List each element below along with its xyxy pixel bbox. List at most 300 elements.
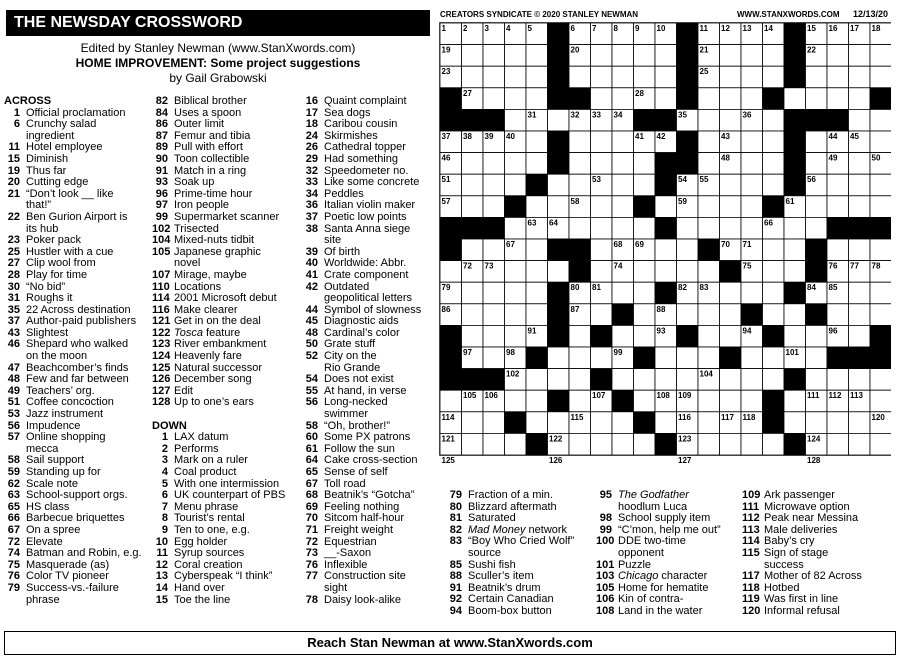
grid-cell[interactable]	[569, 325, 591, 347]
grid-cell[interactable]	[483, 412, 505, 434]
cell-number: 114	[441, 412, 455, 422]
grid-cell[interactable]	[741, 282, 763, 304]
grid-cell[interactable]	[591, 347, 613, 369]
clue-item	[4, 177, 152, 189]
grid-cell[interactable]	[849, 45, 871, 67]
grid-cell[interactable]	[634, 66, 656, 88]
grid-cell[interactable]	[612, 282, 634, 304]
grid-cell[interactable]	[763, 282, 785, 304]
grid-cell[interactable]	[612, 153, 634, 175]
cell-number: 32	[570, 110, 580, 120]
clue-text: Online shopping	[26, 431, 106, 444]
grid-cell[interactable]	[677, 217, 699, 239]
puzzle-date: 12/13/20	[853, 9, 889, 19]
clue-number: 116	[152, 303, 170, 316]
grid-cell[interactable]	[720, 304, 742, 326]
grid-cell[interactable]	[784, 325, 806, 347]
grid-cell[interactable]	[870, 66, 891, 88]
grid-cell[interactable]	[849, 153, 871, 175]
grid-cell[interactable]	[763, 304, 785, 326]
grid-cell[interactable]	[849, 109, 871, 131]
grid-cell[interactable]	[806, 66, 828, 88]
grid-cell[interactable]	[483, 88, 505, 110]
grid-cell[interactable]	[720, 66, 742, 88]
grid-cell[interactable]	[720, 196, 742, 218]
grid-cell[interactable]	[526, 390, 548, 412]
grid-cell[interactable]	[827, 196, 849, 218]
grid-cell[interactable]	[505, 109, 527, 131]
grid-cell[interactable]	[763, 153, 785, 175]
grid-cell[interactable]	[849, 369, 871, 391]
grid-cell[interactable]	[591, 239, 613, 261]
grid-cell[interactable]	[634, 45, 656, 67]
grid-cell[interactable]	[677, 347, 699, 369]
clue-text: Speedometer no.	[324, 164, 409, 177]
grid-cell[interactable]	[612, 88, 634, 110]
grid-cell[interactable]	[763, 261, 785, 283]
grid-cell[interactable]	[870, 174, 891, 196]
grid-cell[interactable]	[698, 88, 720, 110]
grid-cell[interactable]	[612, 433, 634, 455]
clue-number: 109	[742, 489, 761, 501]
grid-cell[interactable]	[741, 45, 763, 67]
grid-cell[interactable]	[698, 261, 720, 283]
grid-cell[interactable]	[483, 196, 505, 218]
grid-block	[462, 369, 484, 391]
grid-cell[interactable]	[612, 174, 634, 196]
grid-cell[interactable]	[634, 325, 656, 347]
grid-block	[870, 347, 891, 369]
grid-cell[interactable]	[634, 174, 656, 196]
grid-cell[interactable]	[849, 325, 871, 347]
cell-number: 5	[527, 24, 532, 33]
grid-cell[interactable]	[483, 239, 505, 261]
clue-text: 22 Across destination	[26, 303, 131, 316]
grid-cell[interactable]	[806, 88, 828, 110]
grid-cell[interactable]	[870, 390, 891, 412]
grid-cell[interactable]	[591, 45, 613, 67]
grid-cell[interactable]	[591, 412, 613, 434]
grid-cell[interactable]	[849, 239, 871, 261]
grid-cell[interactable]	[526, 131, 548, 153]
grid-cell[interactable]	[612, 369, 634, 391]
grid-cell[interactable]	[634, 369, 656, 391]
grid-cell[interactable]	[483, 45, 505, 67]
clue-text: Microwave option	[764, 500, 850, 513]
grid-cell[interactable]	[720, 369, 742, 391]
clue-text: Long-necked	[324, 396, 388, 409]
clue-number: 6	[161, 489, 168, 502]
grid-cell[interactable]	[870, 304, 891, 326]
grid-cell[interactable]	[548, 347, 570, 369]
grid-cell[interactable]	[483, 153, 505, 175]
crossword-grid[interactable]	[439, 22, 891, 476]
clue-item	[152, 548, 302, 560]
grid-cell[interactable]	[698, 109, 720, 131]
grid-cell[interactable]	[505, 45, 527, 67]
grid-cell[interactable]	[806, 153, 828, 175]
grid-cell[interactable]	[548, 109, 570, 131]
grid-cell[interactable]	[806, 217, 828, 239]
clue-number: 79	[7, 581, 20, 594]
grid-block	[677, 45, 699, 67]
grid-cell[interactable]	[698, 153, 720, 175]
grid-cell[interactable]	[505, 304, 527, 326]
grid-cell[interactable]	[870, 196, 891, 218]
grid-cell[interactable]	[741, 196, 763, 218]
grid-cell[interactable]	[526, 88, 548, 110]
grid-cell[interactable]	[698, 325, 720, 347]
grid-cell[interactable]	[720, 174, 742, 196]
grid-cell[interactable]	[462, 304, 484, 326]
grid-cell[interactable]	[806, 412, 828, 434]
grid-cell[interactable]	[806, 196, 828, 218]
grid-cell[interactable]	[763, 239, 785, 261]
grid-block	[677, 23, 699, 45]
grid-cell[interactable]	[569, 369, 591, 391]
grid-cell[interactable]	[591, 153, 613, 175]
grid-cell[interactable]	[741, 369, 763, 391]
grid-cell[interactable]	[870, 109, 891, 131]
clue-number: 3	[161, 454, 168, 467]
cell-number: 15	[807, 24, 816, 33]
grid-cell[interactable]	[720, 88, 742, 110]
grid-cell[interactable]	[526, 304, 548, 326]
grid-cell[interactable]	[569, 217, 591, 239]
cell-number: 59	[678, 196, 687, 206]
grid-cell[interactable]	[698, 131, 720, 153]
grid-cell[interactable]	[483, 282, 505, 304]
clue-item	[302, 525, 438, 537]
grid-cell[interactable]	[612, 45, 634, 67]
grid-cell[interactable]	[827, 174, 849, 196]
clue-number: 67	[305, 477, 318, 490]
grid-cell[interactable]	[526, 261, 548, 283]
grid-cell[interactable]	[569, 174, 591, 196]
clue-text: The Godfather	[618, 489, 689, 501]
grid-cell[interactable]	[870, 239, 891, 261]
grid-cell[interactable]	[483, 325, 505, 347]
grid-cell[interactable]	[526, 45, 548, 67]
clue-text: Like some concrete	[324, 176, 420, 189]
grid-cell[interactable]	[849, 433, 871, 455]
grid-cell[interactable]	[849, 174, 871, 196]
grid-cell[interactable]	[526, 282, 548, 304]
grid-cell[interactable]	[763, 66, 785, 88]
grid-cell[interactable]	[741, 347, 763, 369]
grid-cell[interactable]	[827, 45, 849, 67]
grid-cell[interactable]	[612, 412, 634, 434]
grid-cell[interactable]	[720, 109, 742, 131]
grid-cell[interactable]	[698, 347, 720, 369]
clue-text: Of birth	[324, 245, 361, 258]
grid-cell[interactable]	[784, 217, 806, 239]
grid-cell[interactable]	[483, 174, 505, 196]
grid-cell[interactable]	[698, 390, 720, 412]
grid-cell[interactable]	[634, 390, 656, 412]
grid-cell[interactable]	[806, 347, 828, 369]
grid-cell[interactable]	[634, 282, 656, 304]
grid-cell[interactable]	[505, 261, 527, 283]
grid-cell[interactable]	[526, 369, 548, 391]
grid-cell[interactable]	[548, 174, 570, 196]
grid-cell[interactable]	[870, 433, 891, 455]
grid-cell[interactable]	[763, 433, 785, 455]
clue-number: 79	[449, 489, 462, 501]
grid-cell[interactable]	[526, 196, 548, 218]
clue-number: 47	[7, 361, 20, 374]
clue-number: 43	[7, 326, 20, 339]
grid-cell[interactable]	[849, 304, 871, 326]
grid-cell[interactable]	[505, 66, 527, 88]
cell-number: 78	[871, 261, 881, 271]
grid-cell[interactable]	[741, 66, 763, 88]
grid-cell[interactable]	[677, 369, 699, 391]
cell-number: 33	[592, 110, 601, 120]
cell-number: 10	[656, 24, 666, 33]
grid-cell[interactable]	[763, 174, 785, 196]
grid-cell[interactable]	[483, 304, 505, 326]
grid-cell[interactable]	[462, 45, 484, 67]
grid-cell[interactable]	[440, 261, 462, 283]
grid-cell[interactable]	[870, 45, 891, 67]
clue-item	[742, 490, 896, 502]
grid-cell[interactable]	[526, 153, 548, 175]
grid-cell[interactable]	[655, 66, 677, 88]
grid-cell[interactable]	[548, 412, 570, 434]
grid-cell[interactable]	[741, 131, 763, 153]
grid-cell[interactable]	[720, 325, 742, 347]
grid-cell[interactable]	[849, 196, 871, 218]
grid-cell[interactable]	[569, 347, 591, 369]
clue-number: 108	[596, 604, 615, 617]
grid-cell[interactable]	[634, 261, 656, 283]
grid-cell[interactable]	[548, 369, 570, 391]
grid-cell[interactable]	[505, 282, 527, 304]
grid-cell[interactable]	[612, 66, 634, 88]
grid-cell[interactable]	[827, 239, 849, 261]
grid-cell[interactable]	[784, 304, 806, 326]
grid-cell[interactable]	[569, 131, 591, 153]
grid-cell[interactable]	[763, 109, 785, 131]
grid-cell[interactable]	[655, 239, 677, 261]
clue-text: Outer limit	[174, 118, 225, 131]
grid-cell[interactable]	[827, 369, 849, 391]
grid-cell[interactable]	[827, 433, 849, 455]
grid-cell[interactable]	[462, 153, 484, 175]
grid-cell[interactable]	[634, 433, 656, 455]
clue-text: Trisected	[174, 222, 219, 235]
grid-cell[interactable]	[720, 282, 742, 304]
grid-cell[interactable]	[784, 390, 806, 412]
grid-cell[interactable]	[462, 174, 484, 196]
cell-number: 56	[807, 175, 816, 185]
grid-cell[interactable]	[440, 390, 462, 412]
grid-cell[interactable]	[655, 196, 677, 218]
grid-cell[interactable]	[827, 66, 849, 88]
grid-cell[interactable]	[827, 88, 849, 110]
grid-block	[634, 196, 656, 218]
grid-cell[interactable]	[526, 66, 548, 88]
grid-cell[interactable]	[784, 88, 806, 110]
grid-cell[interactable]	[462, 66, 484, 88]
grid-block	[634, 109, 656, 131]
grid-cell[interactable]	[806, 131, 828, 153]
grid-cell[interactable]	[591, 88, 613, 110]
grid-cell[interactable]	[677, 304, 699, 326]
grid-cell[interactable]	[655, 88, 677, 110]
grid-cell[interactable]	[784, 412, 806, 434]
grid-cell[interactable]	[612, 325, 634, 347]
clue-number: 97	[155, 199, 168, 212]
grid-cell[interactable]	[870, 369, 891, 391]
grid-cell[interactable]	[505, 433, 527, 455]
grid-cell[interactable]	[698, 412, 720, 434]
clue-text: Scale note	[26, 477, 78, 490]
grid-cell[interactable]	[870, 282, 891, 304]
clue-text: Thus far	[26, 164, 67, 177]
grid-cell[interactable]	[763, 347, 785, 369]
cell-number: 96	[828, 326, 838, 336]
clue-number: 26	[305, 141, 318, 154]
clue-number: 15	[155, 593, 168, 606]
grid-cell[interactable]	[849, 282, 871, 304]
grid-cell[interactable]	[569, 66, 591, 88]
clue-text: that!”	[26, 199, 52, 212]
grid-cell[interactable]	[483, 347, 505, 369]
clue-text: Few and far between	[26, 373, 129, 386]
grid-cell[interactable]	[591, 66, 613, 88]
grid-cell[interactable]	[462, 412, 484, 434]
grid-cell[interactable]	[655, 347, 677, 369]
grid-cell[interactable]	[591, 261, 613, 283]
grid-cell[interactable]	[698, 433, 720, 455]
grid-cell[interactable]	[741, 390, 763, 412]
grid-cell[interactable]	[548, 196, 570, 218]
grid-cell[interactable]	[655, 412, 677, 434]
grid-cell[interactable]	[591, 196, 613, 218]
grid-cell[interactable]	[827, 304, 849, 326]
grid-cell[interactable]	[505, 88, 527, 110]
clue-text: Teachers’ org.	[26, 384, 95, 397]
grid-cell[interactable]	[462, 239, 484, 261]
grid-cell[interactable]	[505, 174, 527, 196]
clue-number: 70	[305, 512, 318, 525]
grid-cell[interactable]	[526, 239, 548, 261]
grid-cell[interactable]	[612, 217, 634, 239]
grid-cell[interactable]	[870, 131, 891, 153]
grid-block	[720, 347, 742, 369]
grid-cell[interactable]	[763, 131, 785, 153]
grid-cell[interactable]	[698, 304, 720, 326]
grid-cell[interactable]	[720, 433, 742, 455]
grid-cell[interactable]	[720, 390, 742, 412]
grid-cell[interactable]	[612, 131, 634, 153]
grid-cell[interactable]	[483, 433, 505, 455]
grid-cell[interactable]	[591, 131, 613, 153]
grid-cell[interactable]	[569, 433, 591, 455]
grid-cell[interactable]	[505, 217, 527, 239]
grid-cell[interactable]	[784, 239, 806, 261]
clue-number: 39	[305, 245, 318, 258]
clue-item	[4, 235, 152, 247]
grid-cell[interactable]	[655, 261, 677, 283]
grid-cell[interactable]	[720, 45, 742, 67]
grid-cell[interactable]	[784, 261, 806, 283]
grid-cell[interactable]	[849, 66, 871, 88]
grid-cell[interactable]	[591, 217, 613, 239]
grid-cell[interactable]	[655, 45, 677, 67]
grid-cell[interactable]	[526, 412, 548, 434]
grid-cell[interactable]	[462, 325, 484, 347]
grid-cell[interactable]	[698, 196, 720, 218]
grid-cell[interactable]	[655, 369, 677, 391]
grid-cell[interactable]	[741, 88, 763, 110]
clue-number: 48	[7, 373, 20, 386]
grid-cell[interactable]	[548, 261, 570, 283]
grid-cell[interactable]	[698, 217, 720, 239]
clue-text: Kin of contra-	[618, 593, 684, 606]
grid-cell[interactable]	[763, 369, 785, 391]
grid-cell[interactable]	[634, 217, 656, 239]
grid-cell[interactable]	[505, 153, 527, 175]
cell-number: 49	[828, 153, 838, 163]
clue-text: Hotel employee	[26, 141, 103, 154]
grid-cell[interactable]	[741, 217, 763, 239]
grid-cell[interactable]	[741, 433, 763, 455]
grid-cell[interactable]	[591, 433, 613, 455]
clue-text: Japanese graphic	[174, 245, 261, 258]
clue-text: Equestrian	[324, 535, 377, 548]
grid-cell[interactable]	[741, 174, 763, 196]
grid-cell[interactable]	[763, 45, 785, 67]
cell-number: 62	[441, 218, 451, 228]
cell-number: 54	[678, 175, 687, 185]
grid-cell[interactable]	[720, 217, 742, 239]
grid-cell[interactable]	[827, 412, 849, 434]
grid-cell[interactable]	[806, 369, 828, 391]
grid-cell[interactable]	[505, 390, 527, 412]
grid-cell[interactable]	[634, 304, 656, 326]
clue-text: Cutting edge	[26, 176, 89, 189]
clue-text: Cathedral topper	[324, 141, 406, 154]
grid-cell[interactable]	[634, 153, 656, 175]
clue-text: Blizzard aftermath	[468, 500, 557, 513]
grid-cell[interactable]	[505, 325, 527, 347]
grid-cell[interactable]	[483, 66, 505, 88]
grid-cell[interactable]	[849, 88, 871, 110]
grid-cell[interactable]	[741, 153, 763, 175]
cell-number: 36	[742, 110, 752, 120]
grid-cell[interactable]	[677, 261, 699, 283]
grid-cell[interactable]	[677, 239, 699, 261]
grid-cell[interactable]	[806, 325, 828, 347]
grid-cell[interactable]	[591, 304, 613, 326]
grid-cell[interactable]	[849, 412, 871, 434]
grid-cell[interactable]	[462, 282, 484, 304]
grid-block	[784, 433, 806, 455]
grid-cell[interactable]	[569, 390, 591, 412]
clue-number: 67	[7, 523, 20, 536]
grid-cell[interactable]	[612, 196, 634, 218]
clue-text: Beachcomber’s finds	[26, 361, 129, 374]
grid-cell[interactable]	[569, 153, 591, 175]
clue-number: 107	[152, 268, 171, 281]
grid-cell[interactable]	[462, 433, 484, 455]
clue-text: Beatnik’s “Gotcha”	[324, 489, 415, 502]
cell-number: 109	[678, 391, 692, 401]
grid-cell[interactable]	[462, 196, 484, 218]
